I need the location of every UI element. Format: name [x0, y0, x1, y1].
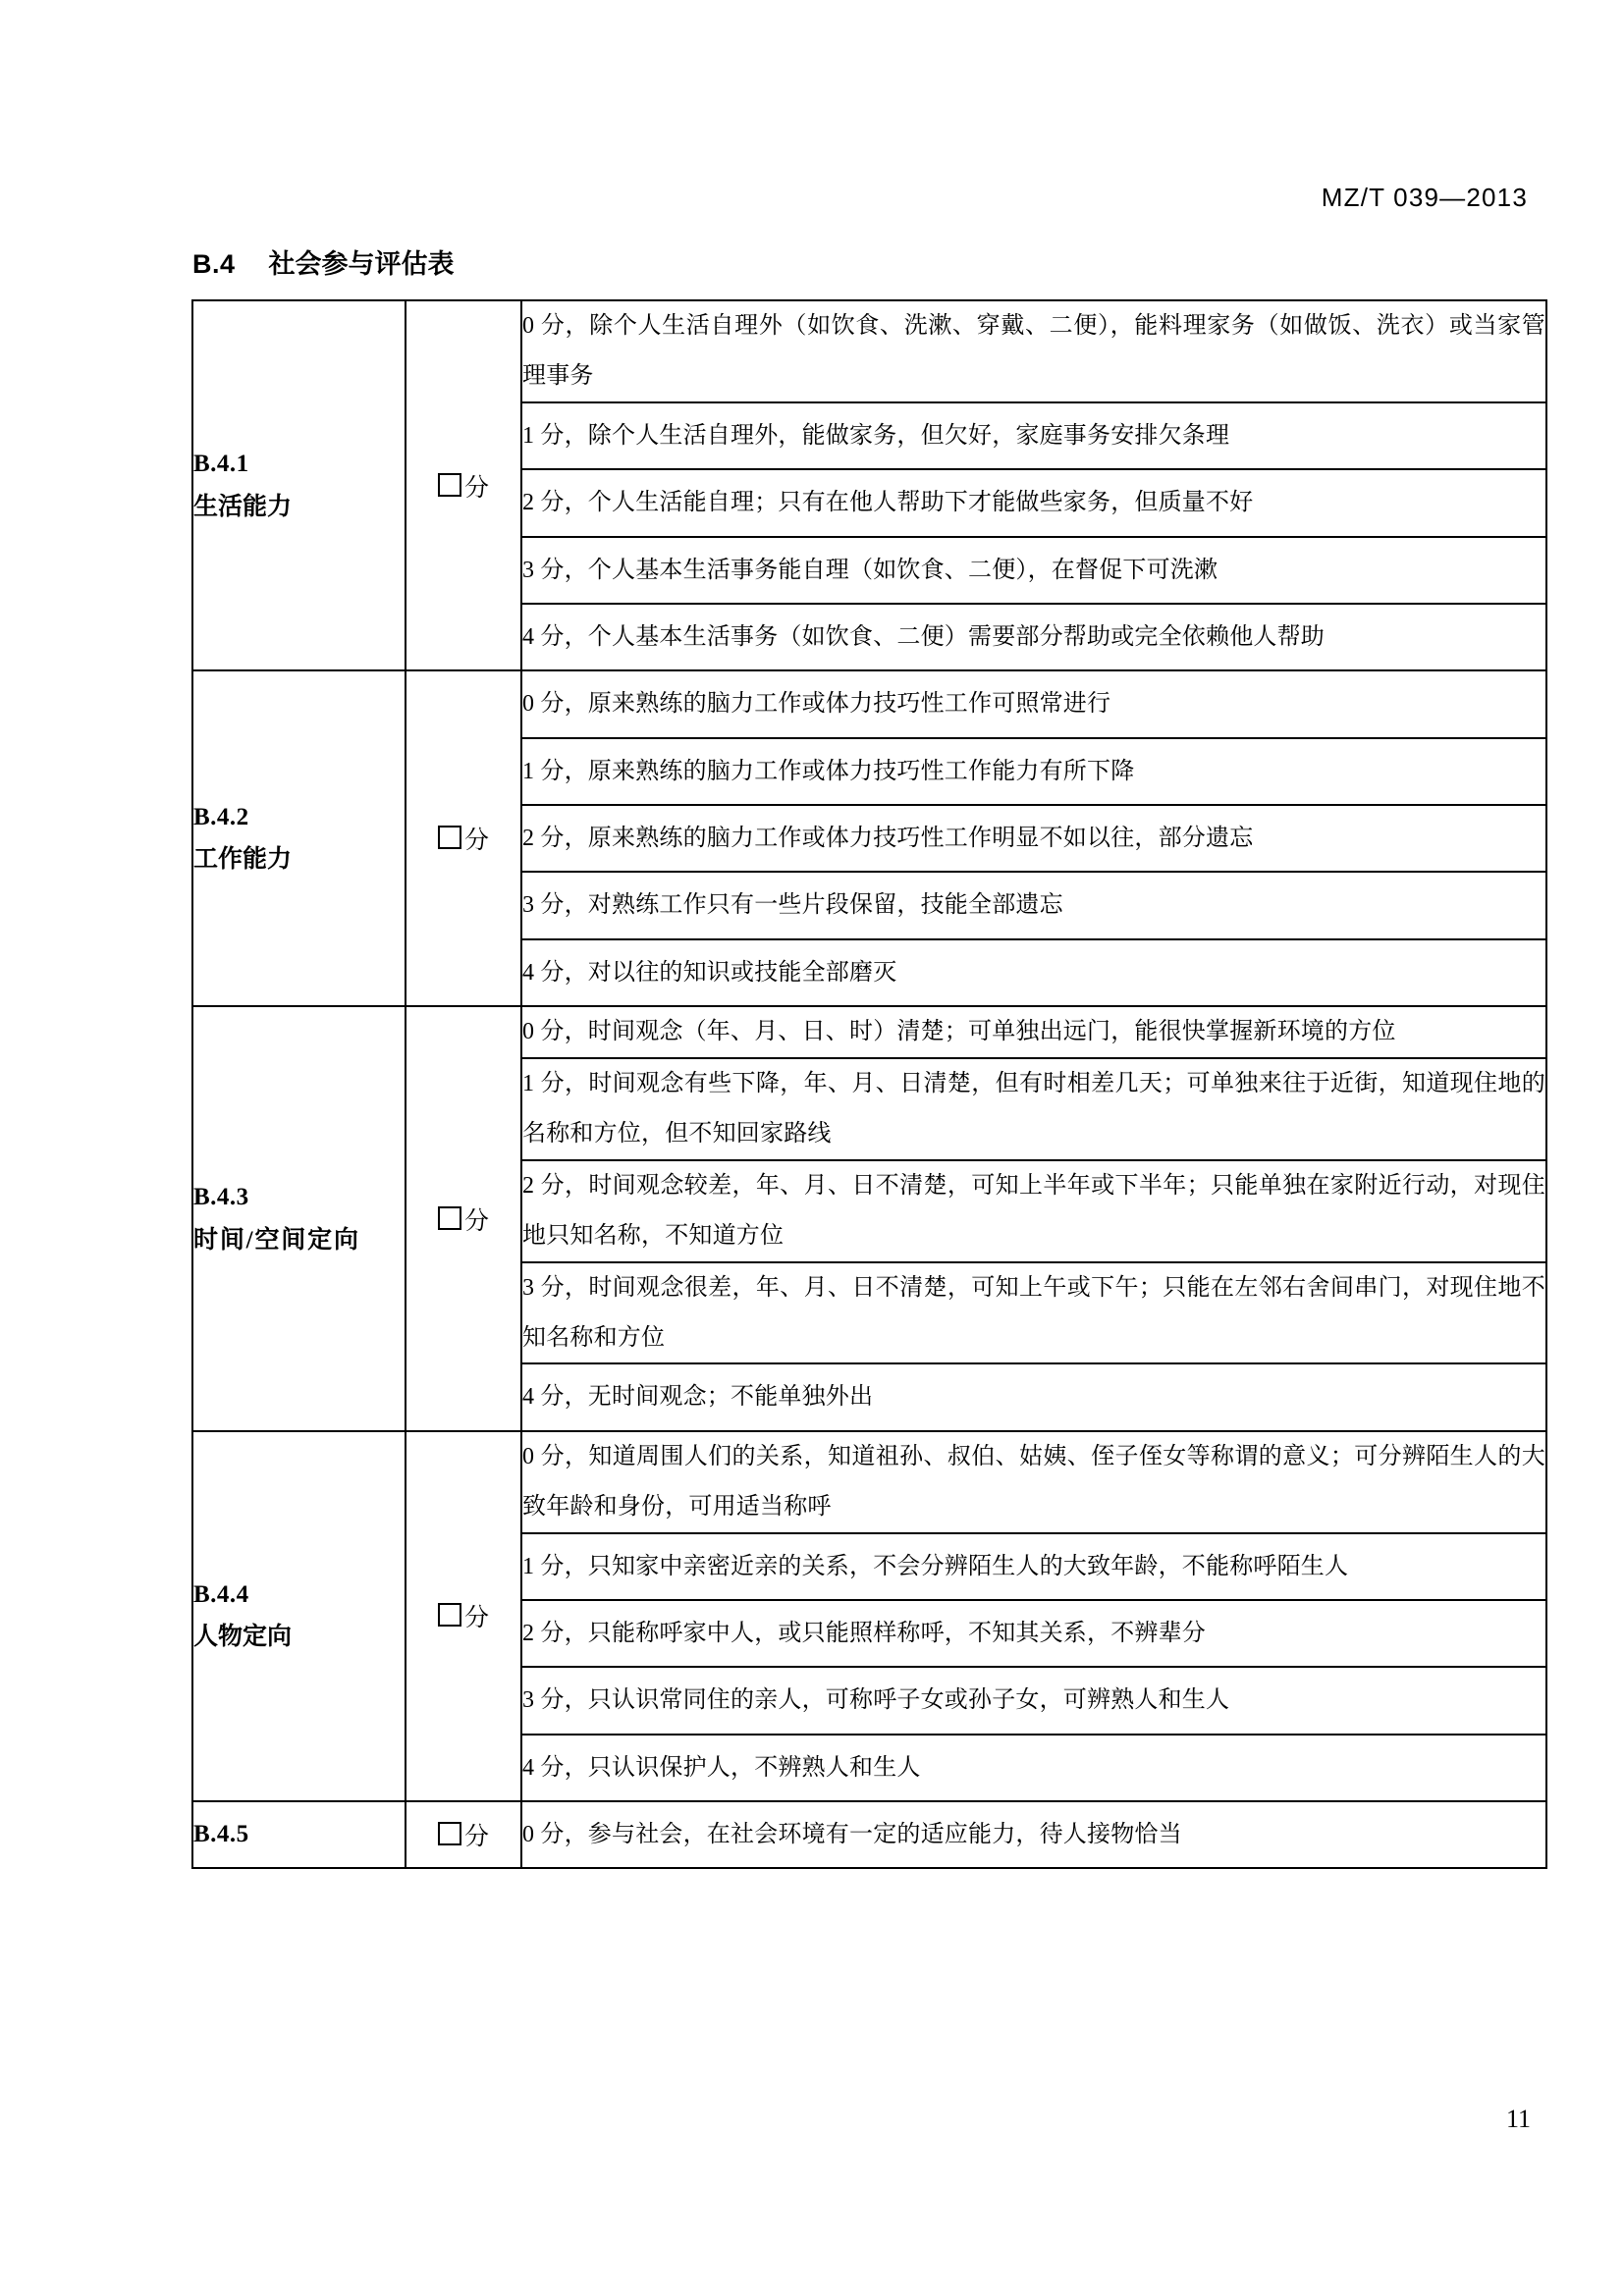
assessment-code-cell-B-4-4 — [192, 1431, 406, 1801]
assessment-criterion: 3 分，只认识常同住的亲人，可称呼子女或孙子女，可辨熟人和生人 — [521, 1667, 1546, 1734]
assessment-criterion: 3 分，时间观念很差，年、月、日不清楚，可知上午或下午；只能在左邻右舍间串门，对现住地不知名称和方位 — [521, 1262, 1546, 1364]
assessment-code-cell-B-4-2 — [192, 670, 406, 1006]
assessment-label: 工作能力 — [193, 846, 293, 874]
score-unit-label: 分 — [463, 1605, 489, 1632]
assessment-criterion: 0 分，时间观念（年、月、日、时）清楚；可单独出远门，能很快掌握新环境的方位 — [521, 1006, 1546, 1058]
assessment-criterion: 4 分，无时间观念；不能单独外出 — [521, 1363, 1546, 1430]
table-row — [192, 1006, 1546, 1058]
assessment-code-cell-B-4-5 — [192, 1801, 406, 1868]
score-unit-label: 分 — [463, 1824, 489, 1851]
assessment-criterion: 1 分，原来熟练的脑力工作或体力技巧性工作能力有所下降 — [521, 738, 1546, 805]
section-title-text: 社会参与评估表 — [268, 249, 455, 279]
assessment-criterion: 3 分，对熟练工作只有一些片段保留，技能全部遗忘 — [521, 872, 1546, 938]
table-row — [192, 300, 1546, 402]
score-input-cell-B-4-4[interactable] — [406, 1431, 521, 1801]
score-checkbox[interactable] — [438, 473, 461, 497]
assessment-criterion: 2 分，时间观念较差，年、月、日不清楚，可知上半年或下半年；只能单独在家附近行动，对现住地只知名称，不知道方位 — [521, 1160, 1546, 1262]
assessment-criterion: 0 分，除个人生活自理外（如饮食、洗漱、穿戴、二便），能料理家务（如做饭、洗衣）或当家管理事务 — [521, 300, 1546, 402]
page-number: 11 — [1505, 2105, 1531, 2133]
score-checkbox[interactable] — [438, 1822, 461, 1845]
assessment-code: B.4.4 — [193, 1580, 249, 1608]
assessment-criterion: 2 分，个人生活能自理；只有在他人帮助下才能做些家务，但质量不好 — [521, 469, 1546, 536]
assessment-criterion: 2 分，原来熟练的脑力工作或体力技巧性工作明显不如以往，部分遗忘 — [521, 805, 1546, 872]
assessment-criterion: 4 分，个人基本生活事务（如饮食、二便）需要部分帮助或完全依赖他人帮助 — [521, 604, 1546, 670]
score-input-cell-B-4-5[interactable] — [406, 1801, 521, 1868]
assessment-code-cell-B-4-1 — [192, 300, 406, 670]
score-input-cell-B-4-2[interactable] — [406, 670, 521, 1006]
assessment-criterion: 0 分，知道周围人们的关系，知道祖孙、叔伯、姑姨、侄子侄女等称谓的意义；可分辨陌生人的大致年龄和身份，可用适当称呼 — [521, 1431, 1546, 1533]
assessment-code: B.4.5 — [193, 1821, 249, 1848]
assessment-label: 生活能力 — [193, 493, 293, 520]
assessment-criterion: 3 分，个人基本生活事务能自理（如饮食、二便），在督促下可洗漱 — [521, 537, 1546, 604]
section-number: B.4 — [192, 249, 236, 279]
assessment-criterion: 0 分，参与社会，在社会环境有一定的适应能力，待人接物恰当 — [521, 1801, 1546, 1868]
assessment-label: 人物定向 — [193, 1624, 293, 1651]
score-unit-label: 分 — [463, 828, 489, 855]
assessment-code: B.4.3 — [193, 1183, 249, 1210]
table-row — [192, 1431, 1546, 1533]
assessment-label: 时间/空间定向 — [193, 1226, 358, 1254]
table-body — [192, 300, 1546, 1868]
score-input-cell-B-4-3[interactable] — [406, 1006, 521, 1431]
section-title — [192, 242, 455, 281]
assessment-code: B.4.1 — [193, 450, 249, 477]
score-checkbox[interactable] — [438, 826, 461, 849]
assessment-criterion: 1 分，时间观念有些下降，年、月、日清楚，但有时相差几天；可单独来往于近街，知道现住地的名称和方位，但不知回家路线 — [521, 1058, 1546, 1160]
page-header-standard-code: MZ/T 039—2013 — [1321, 183, 1528, 212]
score-checkbox[interactable] — [438, 1603, 461, 1627]
assessment-criterion: 4 分，只认识保护人，不辨熟人和生人 — [521, 1735, 1546, 1801]
score-unit-label: 分 — [463, 1207, 489, 1235]
assessment-criterion: 2 分，只能称呼家中人，或只能照样称呼，不知其关系，不辨辈分 — [521, 1600, 1546, 1667]
assessment-code: B.4.2 — [193, 803, 249, 830]
score-checkbox[interactable] — [438, 1206, 461, 1230]
assessment-criterion: 0 分，原来熟练的脑力工作或体力技巧性工作可照常进行 — [521, 670, 1546, 737]
assessment-criterion: 1 分，只知家中亲密近亲的关系，不会分辨陌生人的大致年龄，不能称呼陌生人 — [521, 1533, 1546, 1600]
assessment-criterion: 4 分，对以往的知识或技能全部磨灭 — [521, 939, 1546, 1006]
social-participation-assessment-table — [191, 299, 1547, 1869]
table-row — [192, 670, 1546, 737]
assessment-criterion: 1 分，除个人生活自理外，能做家务，但欠好，家庭事务安排欠条理 — [521, 402, 1546, 469]
score-unit-label: 分 — [463, 474, 489, 502]
table-row — [192, 1801, 1546, 1868]
score-input-cell-B-4-1[interactable] — [406, 300, 521, 670]
assessment-code-cell-B-4-3 — [192, 1006, 406, 1431]
